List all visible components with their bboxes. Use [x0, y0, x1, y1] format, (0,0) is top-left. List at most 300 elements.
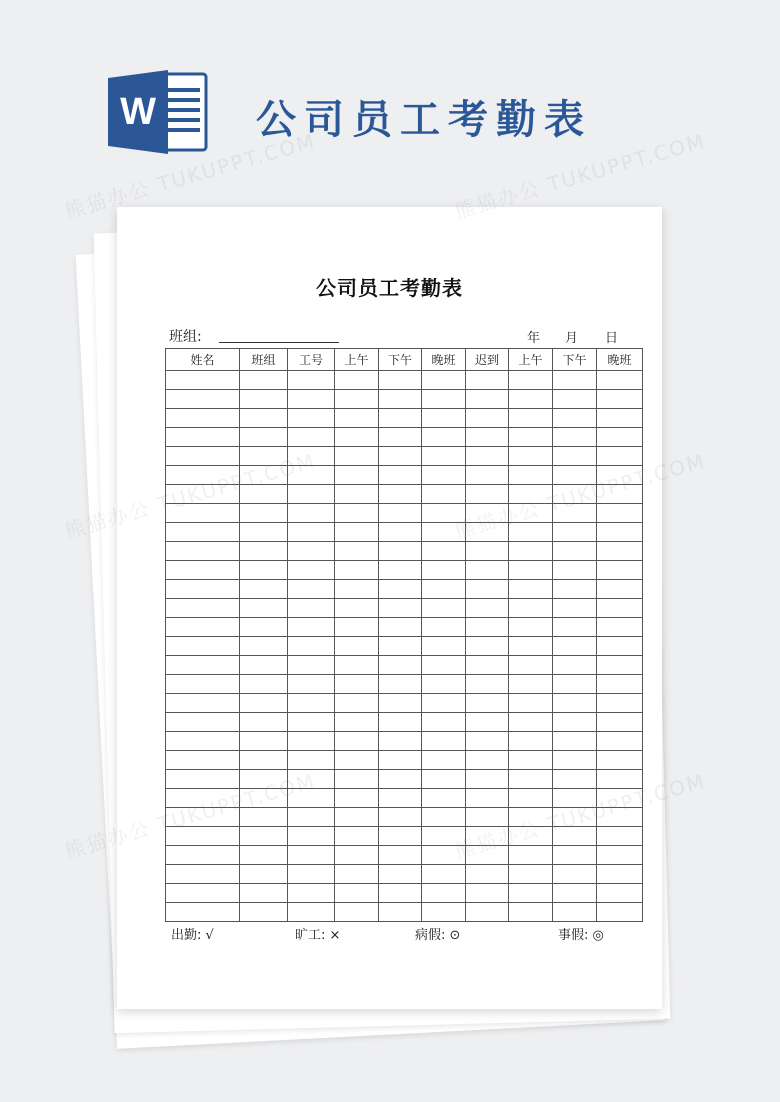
table-cell[interactable] — [379, 561, 422, 580]
table-cell[interactable] — [379, 599, 422, 618]
table-cell[interactable] — [422, 694, 466, 713]
table-cell[interactable] — [466, 656, 509, 675]
table-cell[interactable] — [466, 542, 509, 561]
table-cell[interactable] — [240, 694, 288, 713]
table-cell[interactable] — [597, 751, 643, 770]
table-cell[interactable] — [335, 523, 379, 542]
table-cell[interactable] — [466, 599, 509, 618]
table-cell[interactable] — [288, 713, 335, 732]
table-cell[interactable] — [422, 789, 466, 808]
table-cell[interactable] — [379, 656, 422, 675]
table-cell[interactable] — [597, 542, 643, 561]
table-cell[interactable] — [422, 409, 466, 428]
table-cell[interactable] — [466, 846, 509, 865]
table-cell[interactable] — [166, 599, 240, 618]
table-cell[interactable] — [422, 504, 466, 523]
table-cell[interactable] — [288, 447, 335, 466]
table-cell[interactable] — [166, 789, 240, 808]
table-cell[interactable] — [466, 523, 509, 542]
table-cell[interactable] — [288, 808, 335, 827]
table-cell[interactable] — [335, 808, 379, 827]
table-cell[interactable] — [422, 428, 466, 447]
table-cell[interactable] — [422, 713, 466, 732]
table-cell[interactable] — [466, 770, 509, 789]
table-cell[interactable] — [597, 884, 643, 903]
table-cell[interactable] — [166, 751, 240, 770]
table-cell[interactable] — [509, 713, 553, 732]
table-cell[interactable] — [553, 428, 597, 447]
table-cell[interactable] — [466, 713, 509, 732]
table-cell[interactable] — [240, 428, 288, 447]
table-cell[interactable] — [240, 618, 288, 637]
table-cell[interactable] — [509, 694, 553, 713]
table-cell[interactable] — [166, 447, 240, 466]
table-cell[interactable] — [509, 808, 553, 827]
attendance-table — [165, 348, 643, 922]
table-cell[interactable] — [288, 504, 335, 523]
table-cell[interactable] — [335, 428, 379, 447]
table-cell[interactable] — [288, 789, 335, 808]
table-cell[interactable] — [597, 618, 643, 637]
table-cell[interactable] — [166, 827, 240, 846]
table-cell[interactable] — [166, 580, 240, 599]
table-cell[interactable] — [422, 561, 466, 580]
table-cell[interactable] — [466, 618, 509, 637]
table-cell[interactable] — [597, 694, 643, 713]
table-cell[interactable] — [379, 903, 422, 922]
table-cell[interactable] — [509, 903, 553, 922]
table-cell[interactable] — [288, 523, 335, 542]
table-cell[interactable] — [379, 675, 422, 694]
table-cell[interactable] — [240, 637, 288, 656]
table-cell[interactable] — [466, 903, 509, 922]
table-cell[interactable] — [466, 371, 509, 390]
table-cell[interactable] — [379, 466, 422, 485]
table-cell[interactable] — [166, 846, 240, 865]
table-cell[interactable] — [597, 390, 643, 409]
table-cell[interactable] — [422, 371, 466, 390]
table-cell[interactable] — [166, 903, 240, 922]
table-cell[interactable] — [509, 846, 553, 865]
date-year-label: 年 — [527, 331, 541, 346]
table-cell[interactable] — [509, 637, 553, 656]
table-cell[interactable] — [509, 390, 553, 409]
table-cell[interactable] — [288, 827, 335, 846]
table-cell[interactable] — [379, 751, 422, 770]
table-cell[interactable] — [335, 466, 379, 485]
table-cell[interactable] — [335, 542, 379, 561]
table-cell[interactable] — [288, 846, 335, 865]
table-cell[interactable] — [466, 428, 509, 447]
table-cell[interactable] — [288, 409, 335, 428]
table-cell[interactable] — [379, 789, 422, 808]
table-cell[interactable] — [288, 390, 335, 409]
table-cell[interactable] — [379, 827, 422, 846]
table-cell[interactable] — [379, 390, 422, 409]
table-cell[interactable] — [553, 713, 597, 732]
table-header-row — [166, 349, 643, 371]
table-cell[interactable] — [553, 390, 597, 409]
table-cell[interactable] — [240, 485, 288, 504]
table-cell[interactable] — [240, 675, 288, 694]
table-cell[interactable] — [288, 656, 335, 675]
table-cell[interactable] — [379, 428, 422, 447]
table-cell[interactable] — [288, 903, 335, 922]
table-cell[interactable] — [553, 542, 597, 561]
table-cell[interactable] — [240, 523, 288, 542]
table-cell[interactable] — [288, 466, 335, 485]
table-cell[interactable] — [597, 504, 643, 523]
table-cell[interactable] — [553, 447, 597, 466]
table-cell[interactable] — [240, 447, 288, 466]
table-cell[interactable] — [166, 808, 240, 827]
table-row — [166, 485, 643, 504]
table-cell[interactable] — [166, 732, 240, 751]
table-cell[interactable] — [553, 827, 597, 846]
table-cell[interactable] — [422, 637, 466, 656]
table-cell[interactable] — [422, 770, 466, 789]
table-cell[interactable] — [597, 903, 643, 922]
table-cell[interactable] — [466, 808, 509, 827]
table-cell[interactable] — [240, 656, 288, 675]
table-cell[interactable] — [166, 485, 240, 504]
table-cell[interactable] — [422, 827, 466, 846]
table-cell[interactable] — [335, 561, 379, 580]
table-cell[interactable] — [166, 656, 240, 675]
table-cell[interactable] — [166, 865, 240, 884]
table-cell[interactable] — [553, 789, 597, 808]
table-cell[interactable] — [288, 884, 335, 903]
table-cell[interactable] — [597, 789, 643, 808]
table-cell[interactable] — [597, 485, 643, 504]
table-cell[interactable] — [335, 732, 379, 751]
table-cell[interactable] — [288, 865, 335, 884]
table-cell[interactable] — [466, 637, 509, 656]
table-cell[interactable] — [166, 371, 240, 390]
table-cell[interactable] — [422, 865, 466, 884]
table-cell[interactable] — [335, 656, 379, 675]
table-cell[interactable] — [466, 827, 509, 846]
table-cell[interactable] — [509, 732, 553, 751]
table-cell[interactable] — [335, 447, 379, 466]
table-cell[interactable] — [597, 523, 643, 542]
table-cell[interactable] — [553, 846, 597, 865]
table-cell[interactable] — [335, 846, 379, 865]
table-cell[interactable] — [597, 466, 643, 485]
table-cell[interactable] — [466, 561, 509, 580]
table-cell[interactable] — [379, 504, 422, 523]
table-cell[interactable] — [553, 523, 597, 542]
table-cell[interactable] — [597, 713, 643, 732]
table-cell[interactable] — [422, 466, 466, 485]
table-cell[interactable] — [288, 694, 335, 713]
table-cell[interactable] — [288, 751, 335, 770]
table-cell[interactable] — [335, 409, 379, 428]
table-cell[interactable] — [466, 884, 509, 903]
table-cell[interactable] — [466, 789, 509, 808]
table-cell[interactable] — [422, 751, 466, 770]
table-cell[interactable] — [466, 675, 509, 694]
legend-sick-symbol: ⊙ — [449, 928, 461, 943]
table-cell[interactable] — [466, 580, 509, 599]
table-cell[interactable] — [509, 447, 553, 466]
table-cell[interactable] — [166, 428, 240, 447]
table-cell[interactable] — [422, 808, 466, 827]
table-cell[interactable] — [597, 580, 643, 599]
table-cell[interactable] — [335, 580, 379, 599]
table-cell[interactable] — [466, 865, 509, 884]
table-cell[interactable] — [509, 371, 553, 390]
table-cell[interactable] — [509, 409, 553, 428]
table-cell[interactable] — [422, 618, 466, 637]
table-cell[interactable] — [422, 485, 466, 504]
table-cell[interactable] — [553, 770, 597, 789]
table-cell[interactable] — [509, 884, 553, 903]
table-cell[interactable] — [509, 466, 553, 485]
table-cell[interactable] — [166, 694, 240, 713]
table-cell[interactable] — [288, 618, 335, 637]
table-cell[interactable] — [597, 428, 643, 447]
table-cell[interactable] — [597, 846, 643, 865]
table-cell[interactable] — [597, 656, 643, 675]
table-cell[interactable] — [288, 561, 335, 580]
table-cell[interactable] — [466, 447, 509, 466]
table-cell[interactable] — [335, 599, 379, 618]
table-cell[interactable] — [553, 599, 597, 618]
table-cell[interactable] — [553, 637, 597, 656]
table-cell[interactable] — [240, 580, 288, 599]
table-cell[interactable] — [509, 827, 553, 846]
table-cell[interactable] — [379, 371, 422, 390]
table-cell[interactable] — [379, 770, 422, 789]
table-cell[interactable] — [335, 390, 379, 409]
table-cell[interactable] — [335, 884, 379, 903]
table-cell[interactable] — [466, 409, 509, 428]
table-cell[interactable] — [240, 390, 288, 409]
table-cell[interactable] — [597, 409, 643, 428]
table-cell[interactable] — [509, 618, 553, 637]
table-cell[interactable] — [466, 732, 509, 751]
table-cell[interactable] — [553, 903, 597, 922]
table-cell[interactable] — [553, 808, 597, 827]
table-cell[interactable] — [553, 694, 597, 713]
table-cell[interactable] — [553, 580, 597, 599]
table-cell[interactable] — [288, 542, 335, 561]
table-cell[interactable] — [335, 637, 379, 656]
table-cell[interactable] — [240, 409, 288, 428]
table-cell[interactable] — [422, 580, 466, 599]
table-cell[interactable] — [509, 656, 553, 675]
table-cell[interactable] — [422, 732, 466, 751]
table-cell[interactable] — [240, 903, 288, 922]
table-cell[interactable] — [166, 466, 240, 485]
table-cell[interactable] — [422, 542, 466, 561]
table-cell[interactable] — [240, 371, 288, 390]
table-cell[interactable] — [166, 884, 240, 903]
table-cell[interactable] — [240, 865, 288, 884]
table-cell[interactable] — [166, 523, 240, 542]
table-cell[interactable] — [240, 751, 288, 770]
table-cell[interactable] — [240, 770, 288, 789]
table-cell[interactable] — [335, 371, 379, 390]
table-cell[interactable] — [335, 675, 379, 694]
table-cell[interactable] — [288, 371, 335, 390]
table-row — [166, 618, 643, 637]
table-cell[interactable] — [379, 580, 422, 599]
table-cell[interactable] — [379, 618, 422, 637]
table-cell[interactable] — [379, 694, 422, 713]
table-cell[interactable] — [422, 884, 466, 903]
table-cell[interactable] — [597, 447, 643, 466]
table-cell[interactable] — [597, 865, 643, 884]
table-cell[interactable] — [509, 504, 553, 523]
table-cell[interactable] — [379, 542, 422, 561]
table-cell[interactable] — [466, 751, 509, 770]
table-cell[interactable] — [240, 504, 288, 523]
table-cell[interactable] — [422, 656, 466, 675]
table-cell[interactable] — [509, 523, 553, 542]
table-cell[interactable] — [166, 770, 240, 789]
table-cell[interactable] — [288, 428, 335, 447]
table-cell[interactable] — [335, 827, 379, 846]
table-cell[interactable] — [553, 675, 597, 694]
table-cell[interactable] — [509, 675, 553, 694]
table-cell[interactable] — [379, 808, 422, 827]
table-cell[interactable] — [466, 390, 509, 409]
table-cell[interactable] — [422, 390, 466, 409]
table-cell[interactable] — [553, 466, 597, 485]
legend-sick-label: 病假: — [415, 928, 446, 943]
table-cell[interactable] — [240, 561, 288, 580]
table-cell[interactable] — [166, 409, 240, 428]
table-cell[interactable] — [335, 751, 379, 770]
table-cell[interactable] — [288, 675, 335, 694]
table-cell[interactable] — [335, 485, 379, 504]
table-cell[interactable] — [553, 732, 597, 751]
table-cell[interactable] — [335, 694, 379, 713]
table-cell[interactable] — [553, 504, 597, 523]
table-cell[interactable] — [379, 409, 422, 428]
table-cell[interactable] — [422, 846, 466, 865]
table-cell[interactable] — [379, 485, 422, 504]
table-cell[interactable] — [466, 504, 509, 523]
table-cell[interactable] — [466, 466, 509, 485]
table-cell[interactable] — [166, 390, 240, 409]
table-cell[interactable] — [597, 827, 643, 846]
table-cell[interactable] — [240, 542, 288, 561]
table-cell[interactable] — [288, 770, 335, 789]
table-cell[interactable] — [379, 884, 422, 903]
table-cell[interactable] — [240, 466, 288, 485]
table-cell[interactable] — [509, 789, 553, 808]
table-cell[interactable] — [379, 637, 422, 656]
table-cell[interactable] — [335, 618, 379, 637]
table-cell[interactable] — [379, 523, 422, 542]
table-cell[interactable] — [379, 865, 422, 884]
table-cell[interactable] — [379, 447, 422, 466]
table-cell[interactable] — [288, 599, 335, 618]
table-cell[interactable] — [553, 561, 597, 580]
table-cell[interactable] — [379, 732, 422, 751]
table-row — [166, 428, 643, 447]
table-cell[interactable] — [240, 827, 288, 846]
table-cell[interactable] — [240, 599, 288, 618]
col-header-night-shift: 晚班 — [422, 349, 466, 371]
table-cell[interactable] — [509, 542, 553, 561]
table-cell[interactable] — [288, 580, 335, 599]
table-cell[interactable] — [422, 599, 466, 618]
table-cell[interactable] — [553, 485, 597, 504]
table-cell[interactable] — [240, 789, 288, 808]
table-cell[interactable] — [335, 504, 379, 523]
table-cell[interactable] — [422, 447, 466, 466]
table-cell[interactable] — [597, 599, 643, 618]
table-cell[interactable] — [379, 713, 422, 732]
table-cell[interactable] — [335, 865, 379, 884]
table-cell[interactable] — [597, 637, 643, 656]
table-cell[interactable] — [335, 770, 379, 789]
table-cell[interactable] — [509, 599, 553, 618]
table-cell[interactable] — [166, 713, 240, 732]
table-cell[interactable] — [335, 713, 379, 732]
table-cell[interactable] — [509, 770, 553, 789]
table-cell[interactable] — [288, 732, 335, 751]
table-cell[interactable] — [379, 846, 422, 865]
table-cell[interactable] — [553, 865, 597, 884]
table-cell[interactable] — [509, 751, 553, 770]
table-cell[interactable] — [240, 884, 288, 903]
table-cell[interactable] — [509, 865, 553, 884]
table-cell[interactable] — [466, 485, 509, 504]
table-cell[interactable] — [288, 485, 335, 504]
table-cell[interactable] — [466, 694, 509, 713]
table-cell[interactable] — [166, 504, 240, 523]
table-cell[interactable] — [240, 846, 288, 865]
table-cell[interactable] — [166, 618, 240, 637]
table-cell[interactable] — [422, 675, 466, 694]
table-cell[interactable] — [166, 542, 240, 561]
table-cell[interactable] — [597, 561, 643, 580]
table-cell[interactable] — [597, 732, 643, 751]
table-cell[interactable] — [166, 561, 240, 580]
table-cell[interactable] — [553, 371, 597, 390]
table-cell[interactable] — [553, 751, 597, 770]
table-cell[interactable] — [553, 618, 597, 637]
table-row — [166, 523, 643, 542]
table-cell[interactable] — [597, 371, 643, 390]
table-cell[interactable] — [509, 580, 553, 599]
table-cell[interactable] — [422, 523, 466, 542]
table-cell[interactable] — [240, 808, 288, 827]
table-cell[interactable] — [240, 713, 288, 732]
table-cell[interactable] — [553, 656, 597, 675]
table-cell[interactable] — [597, 675, 643, 694]
table-cell[interactable] — [335, 789, 379, 808]
table-cell[interactable] — [335, 903, 379, 922]
table-cell[interactable] — [553, 409, 597, 428]
table-cell[interactable] — [597, 770, 643, 789]
table-cell[interactable] — [509, 561, 553, 580]
table-cell[interactable] — [509, 428, 553, 447]
table-cell[interactable] — [553, 884, 597, 903]
table-cell[interactable] — [166, 675, 240, 694]
table-cell[interactable] — [597, 808, 643, 827]
table-cell[interactable] — [422, 903, 466, 922]
table-cell[interactable] — [240, 732, 288, 751]
table-cell[interactable] — [166, 637, 240, 656]
table-cell[interactable] — [509, 485, 553, 504]
table-cell[interactable] — [288, 637, 335, 656]
